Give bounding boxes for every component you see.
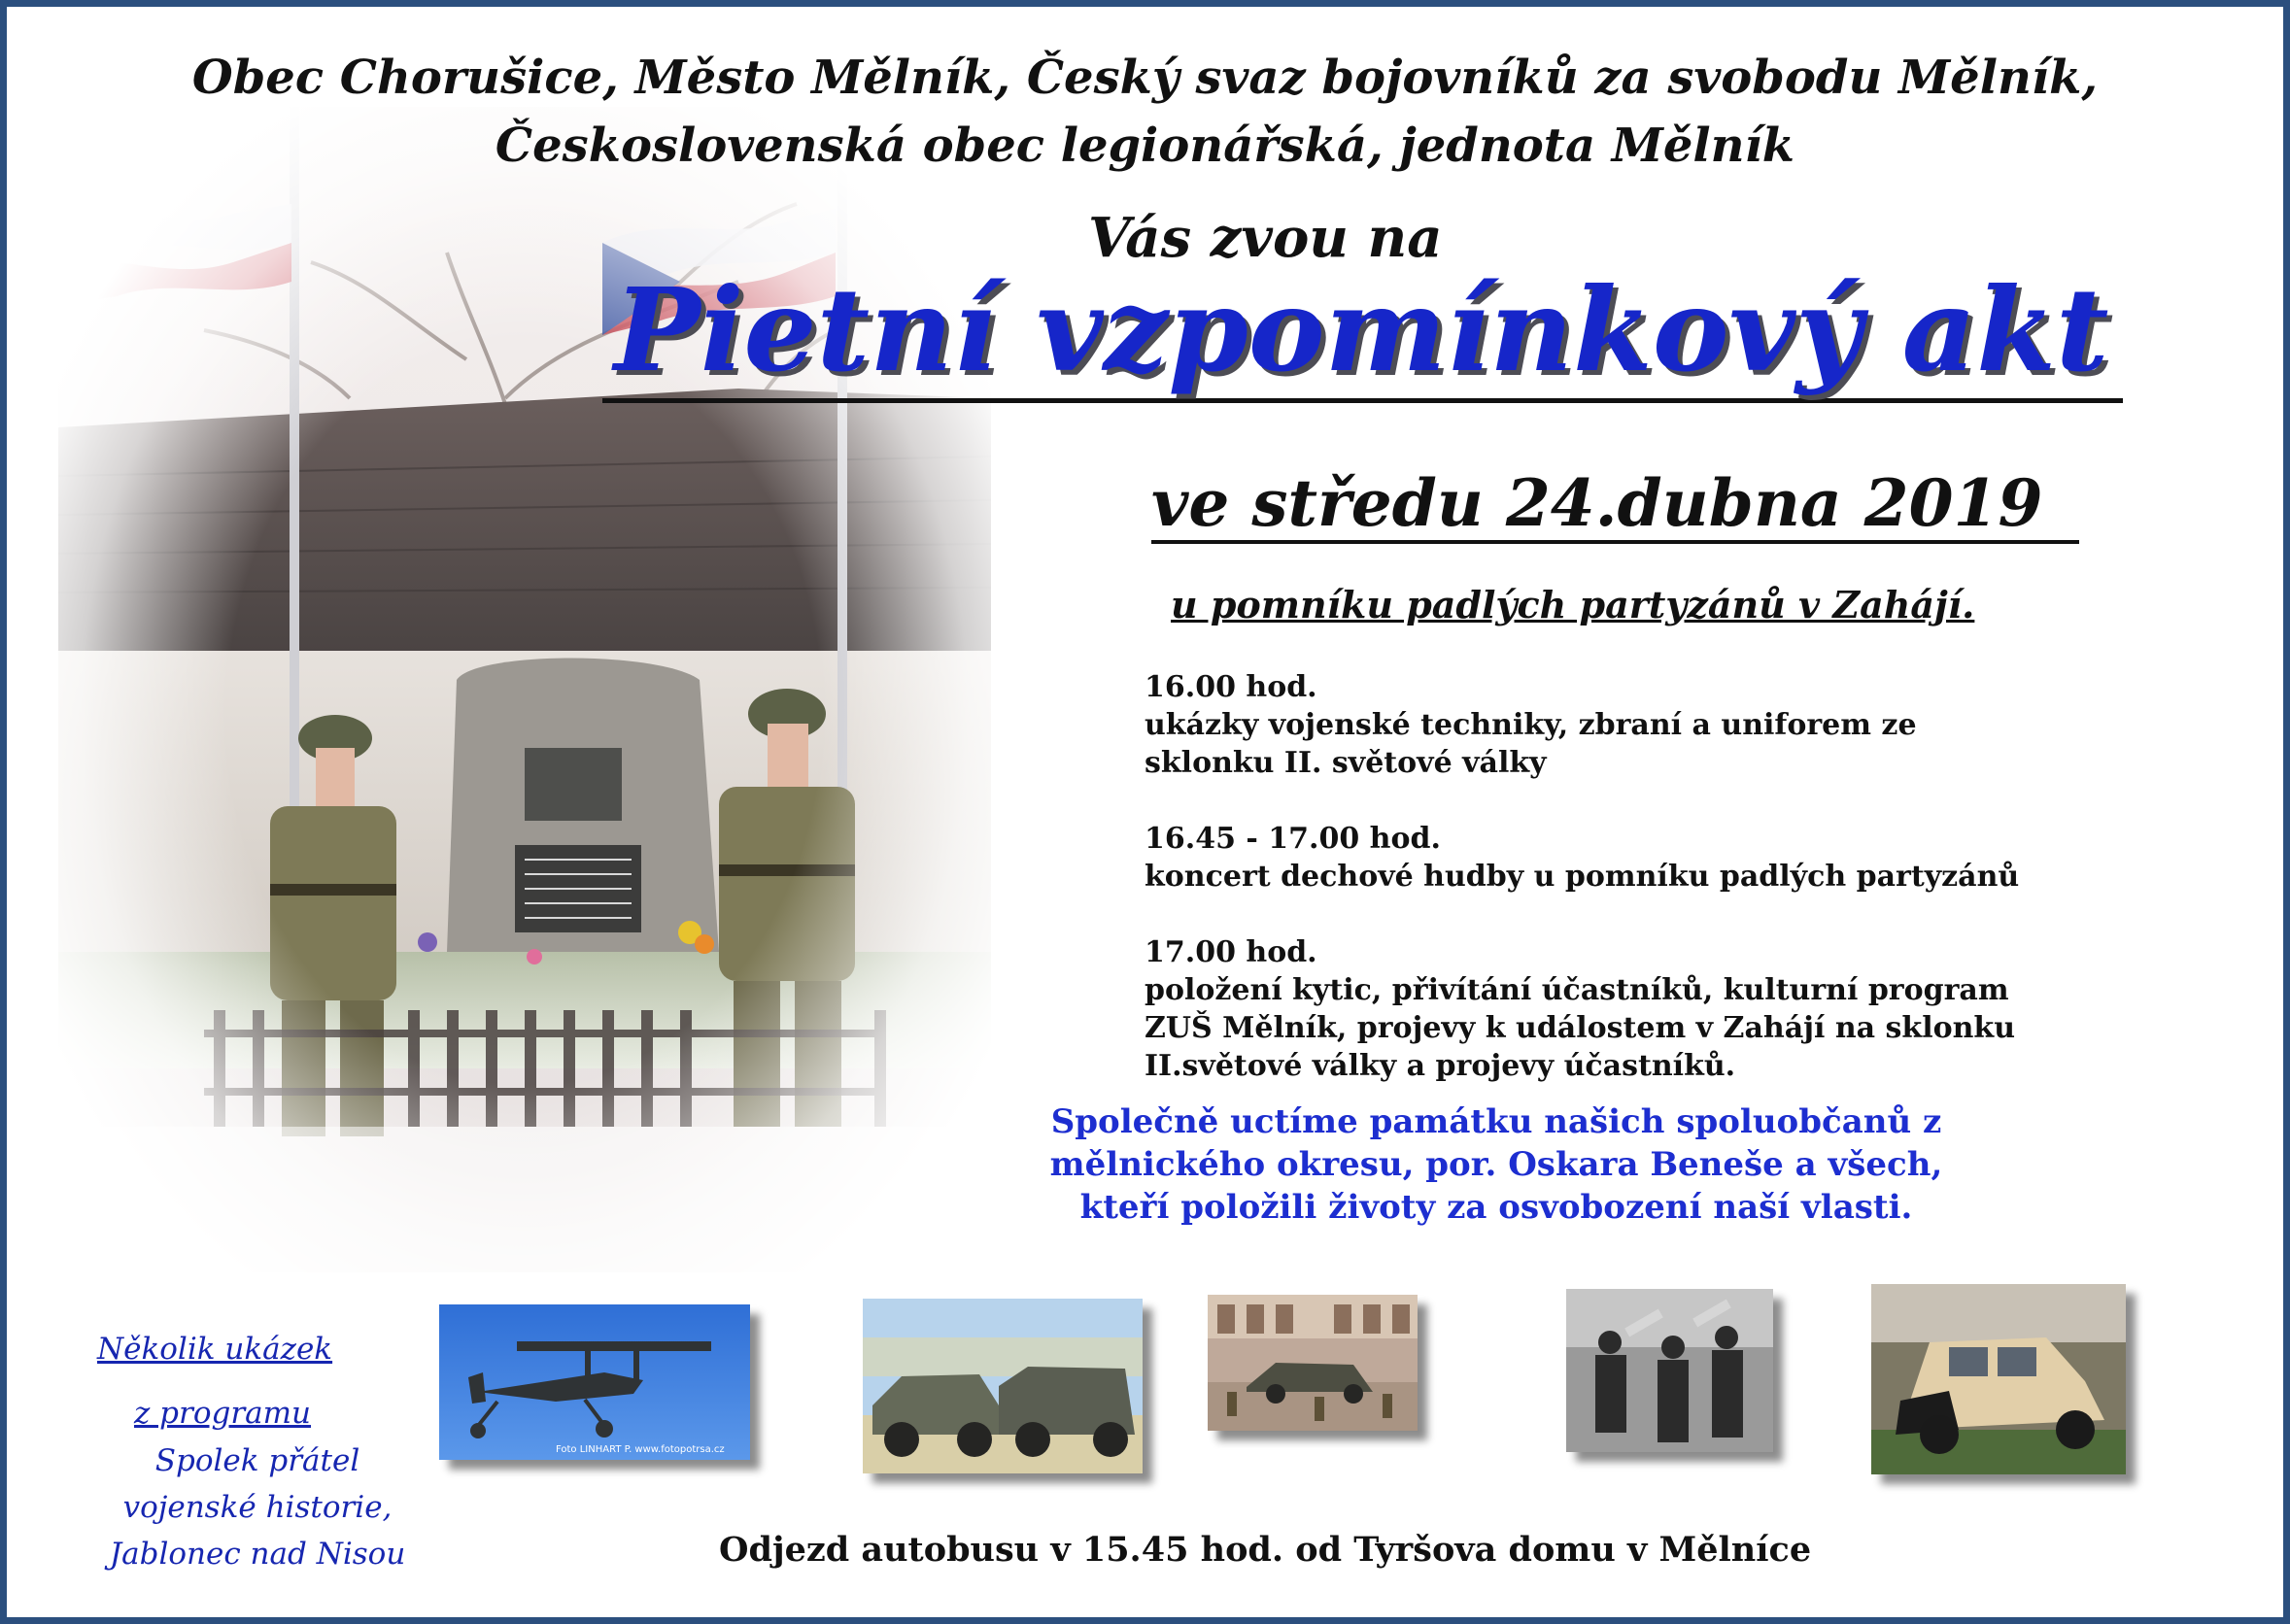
schedule-time: 17.00 hod. [1145,935,1317,969]
commemoration-line: Společně uctíme památku našich spoluobčanů z [1050,1102,1942,1141]
square-reenactment-photo [1208,1295,1418,1431]
airplane-photo [439,1304,750,1460]
commemoration-line: kteří položili životy za osvobození naší vlasti. [1079,1188,1913,1227]
event-place: u pomníku padlých partyzánů v Zahájí. [1171,583,1975,626]
samples-link-line-1[interactable]: Několik ukázek [97,1332,333,1367]
schedule-text: ukázky vojenské techniky, zbraní a uniforem ze [1145,708,1917,742]
schedule [1145,668,2019,1123]
photo-credit: Foto LINHART P. www.fotopotrsa.cz [556,1444,725,1455]
program-samples-link[interactable] [97,1317,332,1445]
military-vehicles-photo [863,1299,1143,1473]
organizers-line-2: Československá obec legionářská, jednota Mělník [495,118,1795,173]
schedule-text: sklonku II. světové války [1145,746,1547,780]
invite-text: Vás zvou na [1088,206,1443,270]
schedule-item [1145,820,2019,896]
organizers-line-1: Obec Chorušice, Město Mělník, Český svaz bojovníků za svobodu Mělník, [191,51,2099,105]
event-date: ve středu 24.dubna 2019 [1151,466,2079,544]
schedule-item [1145,933,2019,1085]
schedule-text: položení kytic, přivítání účastníků, kulturní program [1145,973,2009,1007]
vintage-car-photo [1871,1284,2126,1474]
commemoration-line: mělnického okresu, por. Oskara Beneše a všech, [1049,1145,1943,1184]
schedule-time: 16.00 hod. [1145,670,1317,704]
schedule-item [1145,668,2019,782]
event-title: Pietní vzpomínkový akt [602,262,2123,403]
samples-link-line-2[interactable]: z programu [134,1396,312,1431]
schedule-text: koncert dechové hudby u pomníku padlých partyzánů [1145,860,2020,894]
commemoration-text [1010,1100,1982,1229]
historic-soldiers-photo [1566,1289,1773,1452]
schedule-text: ZUŠ Mělník, projevy k událostem v Zahájí na sklonku [1145,1011,2016,1045]
bus-departure: Odjezd autobusu v 15.45 hod. od Tyršova domu v Mělníce [719,1530,1812,1570]
schedule-time: 16.45 - 17.00 hod. [1145,822,1441,856]
schedule-text: II.světové války a projevy účastníků. [1145,1049,1736,1083]
club-name: Spolek přátel vojenské historie, Jablonec nad Nisou [109,1443,406,1572]
